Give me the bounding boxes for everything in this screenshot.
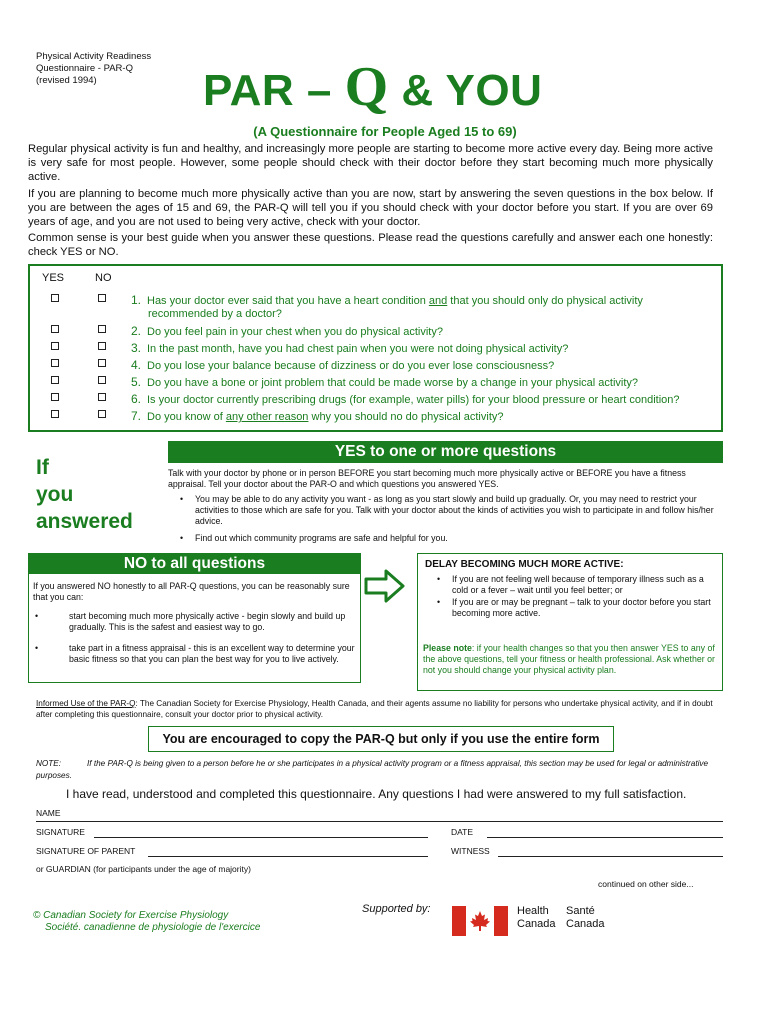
please-note-text: : if your health changes so that you then answer YES to any of the above questions, tell your fitness or health professional. Ask whether or not you should change your physical activity plan. — [423, 643, 715, 675]
question-emphasis: and — [428, 295, 448, 307]
canada-word: Canada — [517, 918, 556, 930]
q4-yes-checkbox[interactable] — [51, 359, 59, 367]
q4-no-checkbox[interactable] — [98, 359, 106, 367]
name-label: NAME — [36, 808, 61, 818]
q1-no-checkbox[interactable] — [98, 294, 106, 302]
date-line[interactable] — [487, 837, 723, 838]
q1-yes-checkbox[interactable] — [51, 294, 59, 302]
witness-line[interactable] — [498, 856, 723, 857]
question-text: that you should only do physical activity — [447, 295, 643, 307]
sante-canada-label — [566, 905, 605, 931]
question-number: 4. — [131, 358, 142, 372]
yes-section-body — [168, 468, 718, 544]
legal-note-text: If the PAR-Q is being given to a person before he or she participates in a physical activity program or a fitness appraisal, this section may be used for legal or administrative purposes. — [36, 759, 709, 780]
question-number: 2. — [131, 324, 142, 338]
yes-column-label: YES — [42, 272, 65, 284]
signature-label: SIGNATURE — [36, 827, 85, 837]
question-3 — [131, 341, 568, 355]
no-bullet-1: • start becoming much more physically active - begin slowly and build up gradually. This is the safest and easiest way to go. — [33, 611, 357, 633]
title-part-2: & YOU — [388, 66, 543, 115]
delay-section-title: DELAY BECOMING MUCH MORE ACTIVE: — [425, 559, 624, 570]
revision-line: Questionnaire - PAR-Q — [36, 63, 133, 74]
delay-section-body — [425, 574, 717, 619]
health-canada-label — [517, 905, 556, 931]
revision-line: (revised 1994) — [36, 75, 97, 86]
q5-yes-checkbox[interactable] — [51, 376, 59, 384]
title-part-1: PAR – — [203, 66, 345, 115]
informed-use-disclaimer — [36, 698, 726, 720]
canada-fr-word: Canada — [566, 918, 605, 930]
question-number: 7. — [131, 409, 142, 423]
no-column-label: NO — [95, 272, 112, 284]
heading-line: If — [36, 456, 49, 479]
legal-note — [36, 758, 726, 782]
delay-bullet-1: • If you are not feeling well because of temporary illness such as a cold or a fever – wait until you feel better; or — [425, 574, 717, 596]
question-1-continued: recommended by a doctor? — [148, 308, 282, 320]
yes-bullet-1: • You may be able to do any activity you want - as long as you start slowly and build up gradually. Or, you may need to restrict your activities to those which are safe for you. Talk with your doctor about the kinds of activities you wish to participate in and follow his/her advice. — [168, 494, 718, 527]
question-text: Do you lose your balance because of dizziness or do you ever lose consciousness? — [147, 360, 555, 372]
yes-section-text: Talk with your doctor by phone or in person BEFORE you start becoming much more physically active or BEFORE you have a fitness appraisal. Tell your doctor about the PAR-O and which questions you answered YES. — [168, 468, 686, 489]
q6-yes-checkbox[interactable] — [51, 393, 59, 401]
continued-note: continued on other side... — [598, 879, 694, 889]
question-number: 5. — [131, 375, 142, 389]
question-number: 1. — [131, 293, 142, 307]
no-bullet-2: • take part in a fitness appraisal - this is an excellent way to determine your basic fitness so that you can plan the best way for you to live actively. — [33, 643, 357, 665]
parent-signature-label: SIGNATURE OF PARENT — [36, 846, 136, 856]
no-section-intro: If you answered NO honestly to all PAR-Q questions, you can be reasonably sure that you can: — [33, 581, 350, 602]
csep-french: Société. canadienne de physiologie de l'exercice — [45, 922, 261, 933]
informed-use-label: Informed Use of the PAR-Q — [36, 699, 136, 708]
parent-signature-line[interactable] — [148, 856, 428, 857]
question-7 — [131, 409, 504, 423]
please-note-label: Please note — [423, 643, 472, 653]
question-text: Do you have a bone or joint problem that could be made worse by a change in your physical activity? — [147, 377, 639, 389]
question-6 — [131, 392, 680, 406]
question-text: why you should no do physical activity? — [308, 411, 504, 423]
question-5 — [131, 375, 638, 389]
supported-by-label: Supported by: — [362, 903, 431, 915]
arrow-right-icon — [364, 568, 406, 604]
signature-line[interactable] — [94, 837, 428, 838]
witness-label: WITNESS — [451, 846, 490, 856]
question-number: 3. — [131, 341, 142, 355]
question-text: In the past month, have you had chest pain when you were not doing physical activity? — [147, 343, 569, 355]
intro-paragraph-1: Regular physical activity is fun and healthy, and increasingly more people are starting to become more active every day. Being more active is very safe for most people. However, some people should check with their doctor before they start becoming much more physically active. — [28, 143, 713, 183]
sante-word: Santé — [566, 905, 595, 917]
delay-bullet-2: • If you are or may be pregnant – talk to your doctor before you start becoming more active. — [425, 597, 717, 619]
page-subtitle: (A Questionnaire for People Aged 15 to 69) — [253, 124, 517, 139]
csep-english: © Canadian Society for Exercise Physiology — [33, 910, 229, 921]
question-text: Do you know of — [147, 411, 226, 423]
q7-no-checkbox[interactable] — [98, 410, 106, 418]
yes-bullet-2: • Find out which community programs are safe and helpful for you. — [168, 533, 718, 544]
legal-note-label: NOTE: — [36, 759, 62, 768]
health-word: Health — [517, 905, 549, 917]
q3-yes-checkbox[interactable] — [51, 342, 59, 350]
date-label: DATE — [451, 827, 474, 837]
q6-no-checkbox[interactable] — [98, 393, 106, 401]
if-you-answered-heading — [36, 454, 133, 535]
heading-line: answered — [36, 510, 133, 533]
intro-paragraph-2: If you are planning to become much more physically active than you are now, start by answering the seven questions in the box below. If you are between the ages of 15 and 69, the PAR-Q will tell you if you should check with your doctor before you start. If you are over 69 years of age, and you are not used to being very active, check with your doctor. — [28, 188, 713, 228]
question-emphasis: any other reason — [225, 411, 309, 423]
q2-no-checkbox[interactable] — [98, 325, 106, 333]
yes-section-title: YES to one or more questions — [168, 441, 723, 463]
guardian-label: or GUARDIAN (for participants under the age of majority) — [36, 864, 251, 874]
no-section-body — [33, 581, 357, 665]
q3-no-checkbox[interactable] — [98, 342, 106, 350]
question-4 — [131, 358, 554, 372]
declaration-statement: I have read, understood and completed this questionnaire. Any questions I had were answered to my full satisfaction. — [66, 787, 687, 801]
page-title — [203, 55, 542, 119]
informed-use-text: : The Canadian Society for Exercise Physiology, Health Canada, and their agents assume no liability for persons who undertake physical activity, and if in doubt after completing this questionnaire, consult your doctor prior to physical activity. — [36, 699, 713, 719]
title-q: Q — [344, 56, 389, 118]
form-revision-label — [36, 51, 151, 87]
please-note — [423, 643, 718, 676]
copy-notice: You are encouraged to copy the PAR-Q but only if you use the entire form — [148, 726, 614, 752]
no-section-title: NO to all questions — [28, 553, 361, 574]
question-text: Is your doctor currently prescribing drugs (for example, water pills) for your blood pressure or heart condition? — [147, 394, 680, 406]
q7-yes-checkbox[interactable] — [51, 410, 59, 418]
question-number: 6. — [131, 392, 142, 406]
name-line[interactable] — [36, 821, 723, 822]
q5-no-checkbox[interactable] — [98, 376, 106, 384]
csep-credit — [33, 910, 260, 934]
q2-yes-checkbox[interactable] — [51, 325, 59, 333]
canada-flag-icon — [452, 906, 508, 936]
question-text: Do you feel pain in your chest when you do physical activity? — [147, 326, 443, 338]
question-text: Has your doctor ever said that you have a heart condition — [147, 295, 429, 307]
heading-line: you — [36, 483, 74, 506]
revision-line: Physical Activity Readiness — [36, 51, 152, 62]
intro-paragraph-3: Common sense is your best guide when you answer these questions. Please read the questions carefully and answer each one honestly: check YES or NO. — [28, 232, 713, 258]
question-2 — [131, 324, 443, 338]
question-1 — [131, 293, 643, 307]
